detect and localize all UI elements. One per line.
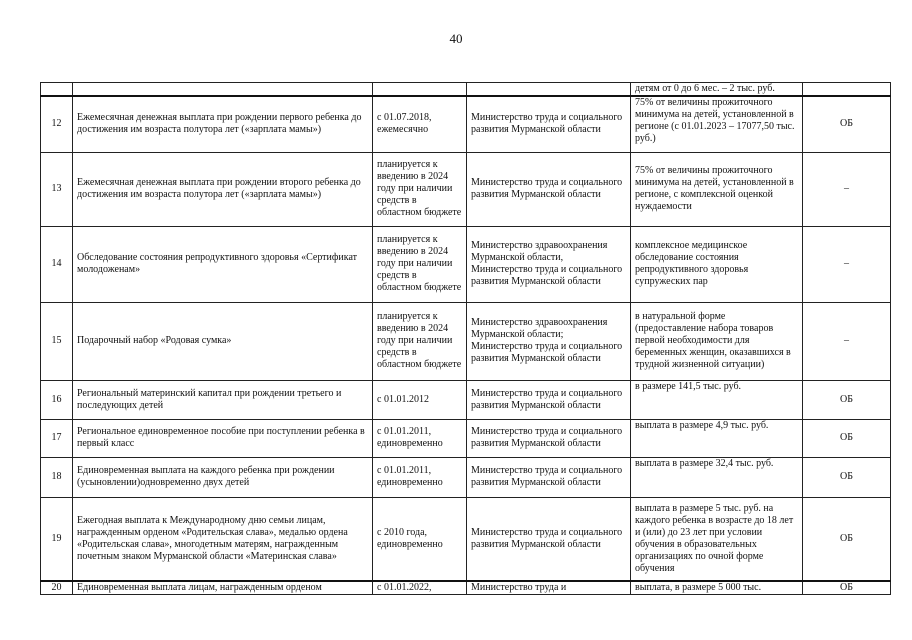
table-row <box>41 419 891 457</box>
table-row <box>41 581 891 595</box>
table-row <box>41 302 891 380</box>
responsible-ministry: Министерство труда и <box>467 581 631 595</box>
funding-source: – <box>803 226 891 302</box>
measure-name: Подарочный набор «Родовая сумка» <box>73 302 373 380</box>
funding-source: ОБ <box>803 380 891 419</box>
row-number: 20 <box>41 581 73 595</box>
responsible-ministry: Министерство здравоохранения Мурманской области; Министерство труда и социального развития Мурманской области <box>467 302 631 380</box>
funding-source: ОБ <box>803 419 891 457</box>
table-row <box>41 96 891 152</box>
funding-source: ОБ <box>803 457 891 497</box>
page-number: 40 <box>449 31 463 46</box>
row-number: 14 <box>41 226 73 302</box>
row-number: 18 <box>41 457 73 497</box>
measure-name: Региональный материнский капитал при рождении третьего и последующих детей <box>73 380 373 419</box>
start-date: с 01.01.2011, единовременно <box>373 457 467 497</box>
start-date: планируется к введению в 2024 году при наличии средств в областном бюджете <box>373 226 467 302</box>
table-row-carryover <box>41 83 891 97</box>
responsible-ministry: Министерство труда и социального развития Мурманской области <box>467 96 631 152</box>
measure-description: выплата в размере 4,9 тыс. руб. <box>631 419 803 457</box>
measure-name: Ежемесячная денежная выплата при рождении второго ребенка до достижения им возраста полутора лет («зарплата мамы») <box>73 152 373 226</box>
funding-source: – <box>803 302 891 380</box>
measure-name: Обследование состояния репродуктивного здоровья «Сертификат молодоженам» <box>73 226 373 302</box>
table-row <box>41 152 891 226</box>
measure-name: Ежемесячная денежная выплата при рождении первого ребенка до достижения им возраста полутора лет («зарплата мамы») <box>73 96 373 152</box>
row-number: 13 <box>41 152 73 226</box>
row-number: 12 <box>41 96 73 152</box>
start-date: с 01.07.2018, ежемесячно <box>373 96 467 152</box>
measure-description: в натуральной форме (предоставление набора товаров первой необходимости для беременных женщин, оказавшихся в трудной жизненной ситуации) <box>631 302 803 380</box>
row-number: 17 <box>41 419 73 457</box>
measure-description: 75% от величины прожиточного минимума на детей, установленной в регионе, с комплексной оценкой нуждаемости <box>631 152 803 226</box>
table-row <box>41 497 891 581</box>
row-number: 15 <box>41 302 73 380</box>
measure-name: Единовременная выплата лицам, награжденным орденом <box>73 581 373 595</box>
funding-source: ОБ <box>803 581 891 595</box>
start-date: с 01.01.2011, единовременно <box>373 419 467 457</box>
start-date: планируется к введению в 2024 году при наличии средств в областном бюджете <box>373 302 467 380</box>
description-cell: детям от 0 до 6 мес. – 2 тыс. руб. <box>631 83 803 97</box>
responsible-ministry: Министерство труда и социального развития Мурманской области <box>467 457 631 497</box>
measure-name: Единовременная выплата на каждого ребенка при рождении (усыновлении)одновременно двух детей <box>73 457 373 497</box>
measure-description: выплата в размере 5 тыс. руб. на каждого ребенка в возрасте до 18 лет и (или) до 23 лет при условии обучения в образовательных организациях по очной форме обучения <box>631 497 803 581</box>
funding-source: ОБ <box>803 96 891 152</box>
measure-description: выплата, в размере 5 000 тыс. <box>631 581 803 595</box>
start-date: с 01.01.2022, <box>373 581 467 595</box>
table-row <box>41 457 891 497</box>
measure-description: в размере 141,5 тыс. руб. <box>631 380 803 419</box>
measure-name: Ежегодная выплата к Международному дню семьи лицам, награжденным орденом «Родительская слава», медалью ордена «Родительская слава», многодетным матерям, награжденным почетным знаком Мурманской области «Материнская слава» <box>73 497 373 581</box>
responsible-ministry: Министерство труда и социального развития Мурманской области <box>467 497 631 581</box>
responsible-ministry: Министерство труда и социального развития Мурманской области <box>467 380 631 419</box>
responsible-ministry: Министерство здравоохранения Мурманской области, Министерство труда и социального развития Мурманской области <box>467 226 631 302</box>
table-row <box>41 380 891 419</box>
start-date: планируется к введению в 2024 году при наличии средств в областном бюджете <box>373 152 467 226</box>
funding-source: ОБ <box>803 497 891 581</box>
measure-name: Региональное единовременное пособие при поступлении ребенка в первый класс <box>73 419 373 457</box>
row-number: 19 <box>41 497 73 581</box>
measure-description: комплексное медицинское обследование состояния репродуктивного здоровья супружеских пар <box>631 226 803 302</box>
responsible-ministry: Министерство труда и социального развития Мурманской области <box>467 419 631 457</box>
row-number: 16 <box>41 380 73 419</box>
start-date: с 01.01.2012 <box>373 380 467 419</box>
responsible-ministry: Министерство труда и социального развития Мурманской области <box>467 152 631 226</box>
table-row <box>41 226 891 302</box>
measure-description: выплата в размере 32,4 тыс. руб. <box>631 457 803 497</box>
start-date: с 2010 года, единовременно <box>373 497 467 581</box>
measure-description: 75% от величины прожиточного минимума на детей, установленной в регионе (с 01.01.2023 – 17077,50 тыс. руб.) <box>631 96 803 152</box>
funding-source: – <box>803 152 891 226</box>
support-measures-table <box>40 82 891 595</box>
